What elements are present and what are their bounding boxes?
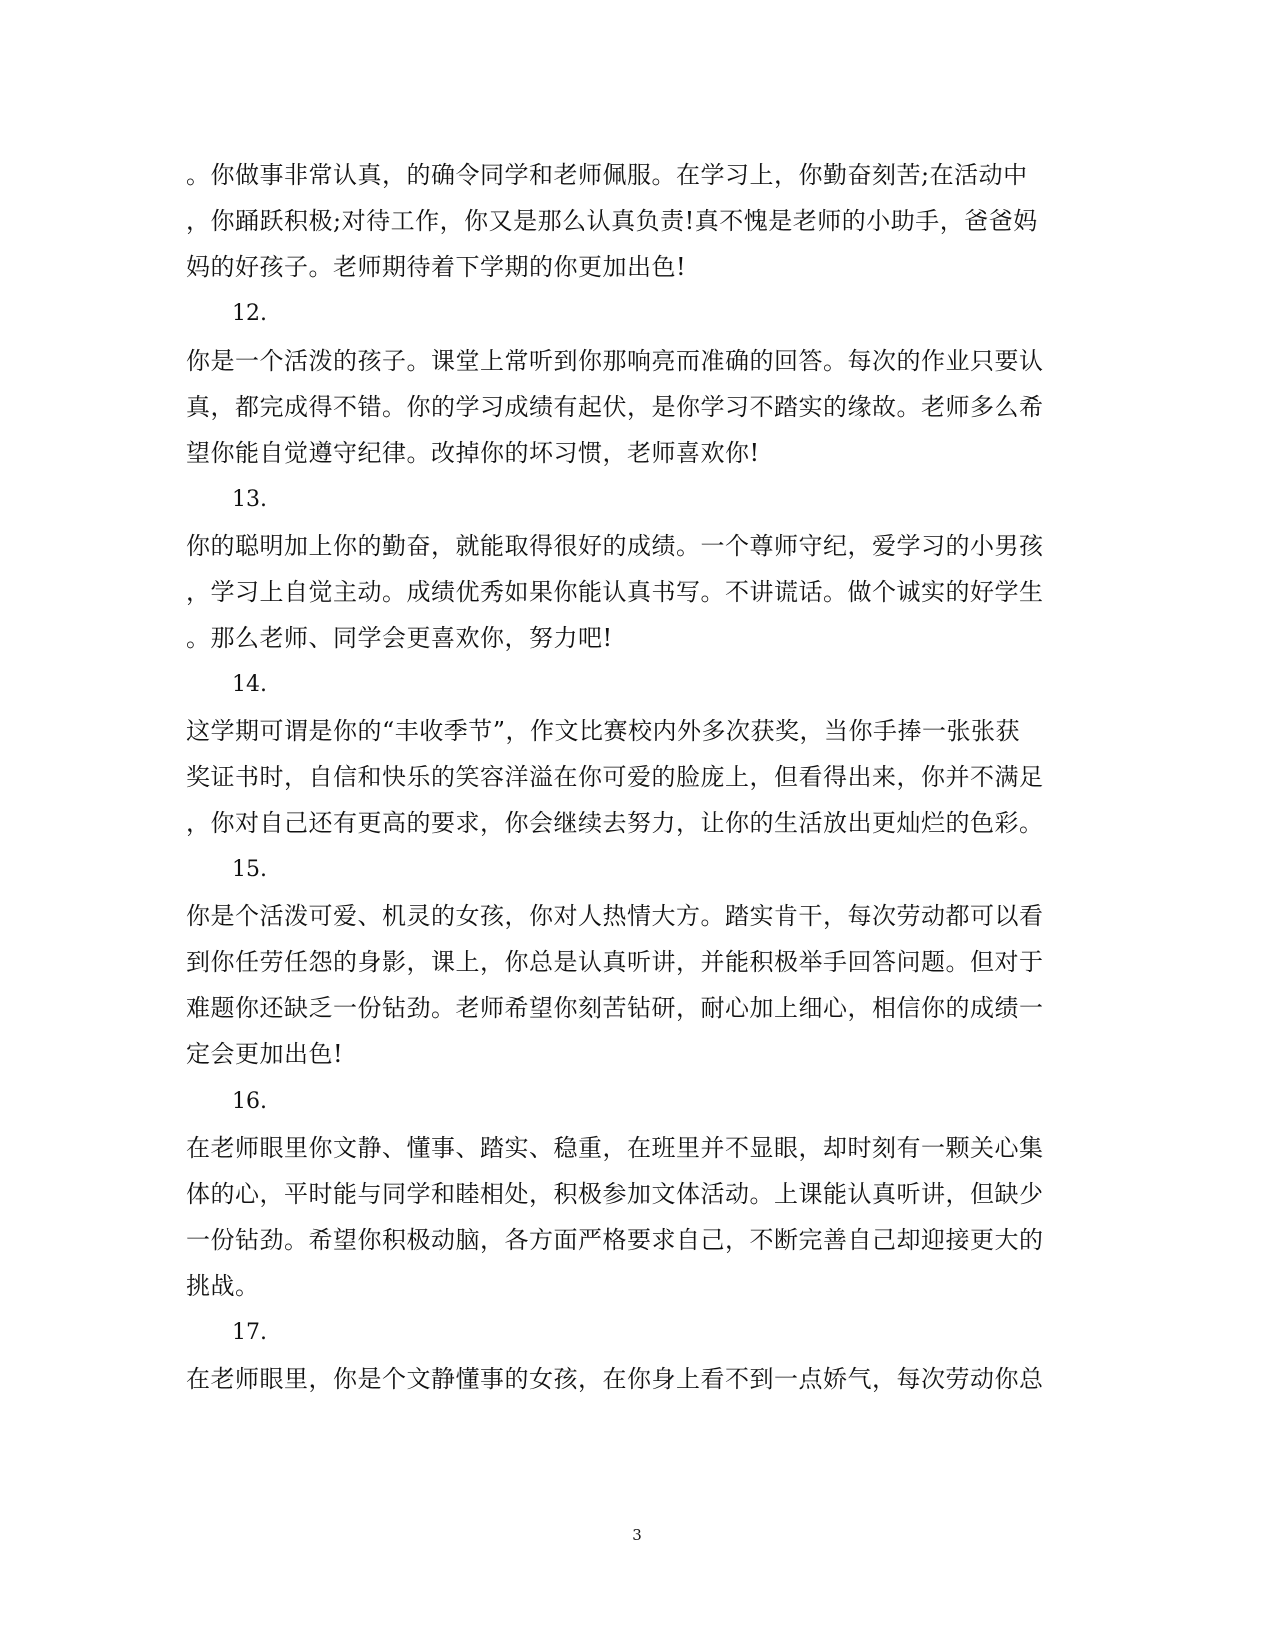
paragraph-line: 在老师眼里你文静、懂事、踏实、稳重，在班里并不显眼，却时刻有一颗关心集: [186, 1134, 1044, 1162]
page-number: 3: [632, 1526, 642, 1544]
paragraph-line: 一份钻劲。希望你积极动脑，各方面严格要求自己，不断完善自己却迎接更大的: [186, 1226, 1044, 1254]
item-number: 15.: [232, 857, 267, 882]
paragraph-line: 体的心，平时能与同学和睦相处，积极参加文体活动。上课能认真听讲，但缺少: [186, 1180, 1044, 1208]
item-number: 14.: [232, 672, 267, 697]
paragraph-line: 这学期可谓是你的“丰收季节”，作文比赛校内外多次获奖，当你手捧一张张获: [186, 717, 1021, 745]
paragraph-line: 。那么老师、同学会更喜欢你，努力吧!: [186, 624, 613, 652]
item-number: 13.: [232, 487, 267, 512]
paragraph-line: 挑战。: [186, 1272, 260, 1300]
paragraph-line: 难题你还缺乏一份钻劲。老师希望你刻苦钻研，耐心加上细心，相信你的成绩一: [186, 994, 1044, 1022]
paragraph-line: 定会更加出色!: [186, 1040, 344, 1068]
item-number: 12.: [232, 301, 267, 326]
paragraph-line: ，你踊跃积极;对待工作，你又是那么认真负责!真不愧是老师的小助手，爸爸妈: [186, 207, 1038, 235]
paragraph-line: ，学习上自觉主动。成绩优秀如果你能认真书写。不讲谎话。做个诚实的好学生: [186, 578, 1044, 606]
paragraph-line: 奖证书时，自信和快乐的笑容洋溢在你可爱的脸庞上，但看得出来，你并不满足: [186, 763, 1044, 791]
paragraph-line: 到你任劳任怨的身影，课上，你总是认真听讲，并能积极举手回答问题。但对于: [186, 948, 1044, 976]
item-number: 16.: [232, 1089, 267, 1114]
paragraph-line: 妈的好孩子。老师期待着下学期的你更加出色!: [186, 253, 687, 281]
paragraph-line: 在老师眼里，你是个文静懂事的女孩，在你身上看不到一点娇气，每次劳动你总: [186, 1365, 1044, 1393]
paragraph-line: 。你做事非常认真，的确令同学和老师佩服。在学习上，你勤奋刻苦;在活动中: [186, 161, 1028, 189]
paragraph-line: 你是一个活泼的孩子。课堂上常听到你那响亮而准确的回答。每次的作业只要认: [186, 347, 1044, 375]
paragraph-line: 望你能自觉遵守纪律。改掉你的坏习惯，老师喜欢你!: [186, 439, 760, 467]
paragraph-line: 你是个活泼可爱、机灵的女孩，你对人热情大方。踏实肯干，每次劳动都可以看: [186, 902, 1044, 930]
paragraph-line: ，你对自己还有更高的要求，你会继续去努力，让你的生活放出更灿烂的色彩。: [186, 809, 1044, 837]
item-number: 17.: [232, 1320, 267, 1345]
paragraph-line: 真，都完成得不错。你的学习成绩有起伏，是你学习不踏实的缘故。老师多么希: [186, 393, 1044, 421]
paragraph-line: 你的聪明加上你的勤奋，就能取得很好的成绩。一个尊师守纪，爱学习的小男孩: [186, 532, 1044, 560]
